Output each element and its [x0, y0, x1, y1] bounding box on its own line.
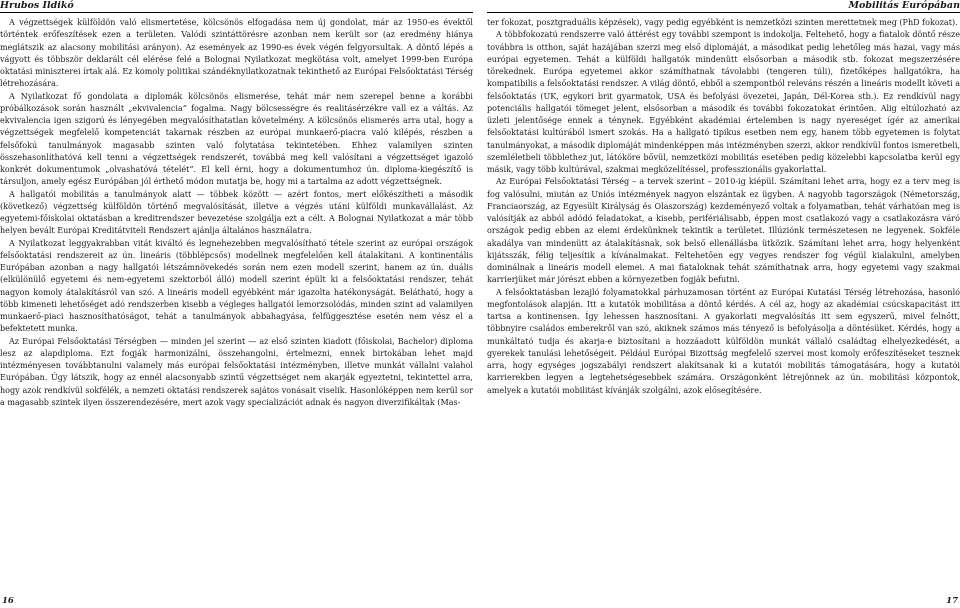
page-number-right: 17: [946, 596, 958, 606]
paragraph: Az Európai Felsőoktatási Térségben — minden jel szerint — az első szinten kiadott (főiskolai, Bachelor) diploma lesz az alapdiploma. Ezt fogják harmonizálni, összehangolni, értelmezni, ennek birtokában lehet majd intézményesen továbbtanulni valamely más európai felsőoktatási intézményben, illetve munkát vállalni valahol Európában. Úgy látszik, hogy az ennél alacsonyabb szintű végzettséget nem akarják egyeztetni, tekintettel arra, hogy azok rendkívül sokfélék, a nemzeti oktatási rendszerek sajátos vonásait viselik. Hasonlóképpen nem kerül sor a magasabb szintek ilyen összerendezésére, mert azok vagy specializációt adnak és nagyon diverzifikáltak (Mas-: [0, 336, 473, 407]
paragraph: Az Európai Felsőoktatási Térség – a tervek szerint – 2010-ig kiépül. Számítani lehet arra, hogy ez a terv meg is fog valósulni, miután az Uniós intézmények nagyon elszántak ez ügyben. A nagyobb tagországok (Németország, Franciaország, az Egyesült Királyság és Olaszország) kezdeményező voltak a folyamatban, tehát várhatóan meg is valósítják az abból adódó feladatokat, a kisebb, perifériálisabb, éppen most csatlakozó vagy a csatlakozásra váró országok pedig ebben az elemi érdekünknek tekintik a területet. Illúziónk természetesen ne legyenek. Sokféle akadálya van mindenütt az átalakításnak, sok belső ellenállásba ütközik. Számítani lehet arra, hogy helyenként kijátsszák, félig teljesítik a kívánalmakat. Feltehetően egy vegyes rendszer fog végül kialakulni, amelyben dominálnak a lineáris modell elemei. A mai fiataloknak tehát számíthatnak arra, hogy egyetemi vagy szakmai karrierjüket már jórészt ebben a környezetben fogják befutni.: [487, 177, 960, 285]
paragraph: A hallgatói mobilitás a tanulmányok alatt — többek között — azért fontos, mert előkészítheti a második (következő) végzettség külföldön történő megvalósítását, illetve a végzés utáni külföldi munkavállalást. Az egyetemi-főiskolai oktatásban a kreditrendszer bevezetése szolgálja ezt a célt. A Bolognai Nyilatkozat a már több helyen bevált Európai Kreditátviteli Rendszert ajánlja általános használatra.: [0, 189, 473, 236]
paragraph: A felsőoktatásban lezajló folyamatokkal párhuzamosan történt az Európai Kutatási Térség létrehozása, hasonló megfontolások alapján. Itt a kutatók mobilitása a döntő kérdés. A cél az, hogy az akadémiai csúcskapacitást itt tartsa a kontinensen. Így lehessen hasznosítani. A gyakorlati megvalósítás itt sem egyszerű, mivel felnőtt, többnyire családos emberekről van szó, akiknek számos más tényező is befolyásolja a döntésüket. Kérdés, hogy a munkáltató tudja és akarja-e biztosítani a hozzáadott külföldön munkát vállaló családtag elhelyezkedését, a gyerekek tanulási lehetőségeit. Például Európai Bizottság megfelelő szervei most komoly erőfeszítéseket tesznek arra, hogy egységes jogszabályi rendszert alakítsanak ki a kutatói mobilitás támogatására, hogy a kutatói karrierekben legyen a legtehetségesebbek számára. Országonként létrejönnek az ún. mobilitási központok, amelyek a kutatói mobilitást kívánják szolgálni, azok elősegítésére.: [487, 287, 960, 395]
left-page: [0, 0, 473, 608]
paragraph: A végzettségek külföldön való elismertetése, kölcsönös elfogadása nem új gondolat, már az 1950-es évektől történtek erőfeszítések ezen a területen. Valódi szintáttörésre azonban nem került sor (az eredmény hiánya meglátszik az alacsony mobilitási arányon). Az események az 1990-es évek végén felgyorsultak. A döntő lépés a vágyott és többször deklarált cél elérése felé a Bolognai Nyilatkozat megkötása volt, amelyet 1999-ben Európa oktatási miniszterei írtak alá. Ez komoly politikai szándéknyilatkozatnak tekinthető az Európai Felsőoktatási Térség létrehozására.: [0, 18, 473, 89]
running-head-title: Mobilitás Európában: [487, 0, 960, 13]
left-page-body: [0, 17, 473, 409]
running-head-author: Hrubos Ildikó: [0, 0, 473, 13]
right-page-body: [487, 17, 960, 397]
page-number-left: 16: [2, 596, 14, 606]
paragraph-continuation: ter fokozat, posztgraduális képzések), vagy pedig egyébként is nemzetközi szinten merettetnek meg (PhD fokozat).: [487, 18, 958, 27]
right-page: [487, 0, 960, 608]
paragraph: A többfokozatú rendszerre való áttérést egy további szempont is indokolja. Feltehető, hogy a fiatalok döntő része továbbra is otthon, saját hazájában szerzi meg első diplomáját, a másodikat pedig lehetőleg más hazai, vagy más európai egyetemen. Tehát a külföldi hallgatók mindenütt elsősorban a második stb. fokozat megszerzésére törekednek. Európa egyetemei akkor számíthatnak távolabbi (tengeren túli), fizetőképes hallgatókra, ha kompatibilis a felsőoktatási rendszer. A világ döntő, ebből a szempontból releváns részén a lineáris modellt követi a felsőoktatás (UK, egykori brit gyarmatok, USA és befolyási övezetei, Japán, Dél-Korea stb.). Ez rendkívül nagy potenciális hallgatói tömeget jelent, elsősorban a második és további fokozatokat érintően. Alig eltúlozható az üzleti jelentősége ennek a ténynek. Egyébként akadémiai értelemben is nagy nyereséget ígér az amerikai felsőoktatási kultúrából ismert szokás. Ha a hallgató tipikus esetben nem egy, hanem több egyetemen is folytat tanulmányokat, a második diplomáját mindenképpen más intézményben szerzi, akkor rendkívül fontos ismeretbeli, szemléletbeli többlethez jut, látóköre bővül, nemzetközi mobilitás esetében pedig közelebbi kapcsolatba kerül egy másik, vagy több kultúrával, szakmai megközelítéssel, professzionális gyakorlattal.: [487, 30, 960, 174]
paragraph: A Nyilatkozat fő gondolata a diplomák kölcsönös elismerése, tehát már nem szerepel benne a korábbi próbálkozások során használt „ekvivalencia” fogalma. Nagy bölcsességre és realitásérzékre vall ez a váltás. Az ekvivalencia igen szigorú és lényegében megvalósíthatatlan követelmény. A kölcsönös elismerés arra utal, hogy a végzettségek megfelelő kompetenciát takarnak részben az európai munkaerő-piacra való kilépés, részben a felsőfokú tanulmányok magasabb szinten való folytatása tekintetében. Ehhez valamilyen szinten összehasonlíthatóvá kell tenni a végzettségek rendszerét, továbbá meg kell valósítani a végzettséget igazoló konkrét dokumentumok „olvashatóvá tételét”. El kell érni, hogy a dokumentumhoz ún. diploma-kiegészítő is társuljon, amely egész Európában jól érthető módon mutatja be, hogy mi a tartalma az adott végzettségnek.: [0, 91, 473, 187]
paragraph: A Nyilatkozat leggyakrabban vitát kiváltó és legnehezebben megvalósítható tétele szerint az európai országok felsőoktatási rendszereit az ún. lineáris (többlépcsős) modellnek megfelelően kell átalakítani. A kontinentális Európában azonban a nagy hallgatói létszámnövekedés során nem ezen modell szerint, hanem az ún. duális (elkülönülő egyetemi és nem-egyetemi szektorból álló) modell szerint épült ki a felsőoktatási rendszer, tehát nagyon komoly átalakításról van szó. A lineáris modell egyébként már igazolta hatékonyságát. Belátható, hogy a több kimeneti lehetőséget adó rendszerben kisebb a végleges hallgatói lemorzsolódás, minden szint ad valamilyen munkaerő-piaci hasznosíthatóságot, tehát a tanulmányok abbahagyása, felfüggesztése esetén nem vész el a befektetett munka.: [0, 238, 473, 334]
